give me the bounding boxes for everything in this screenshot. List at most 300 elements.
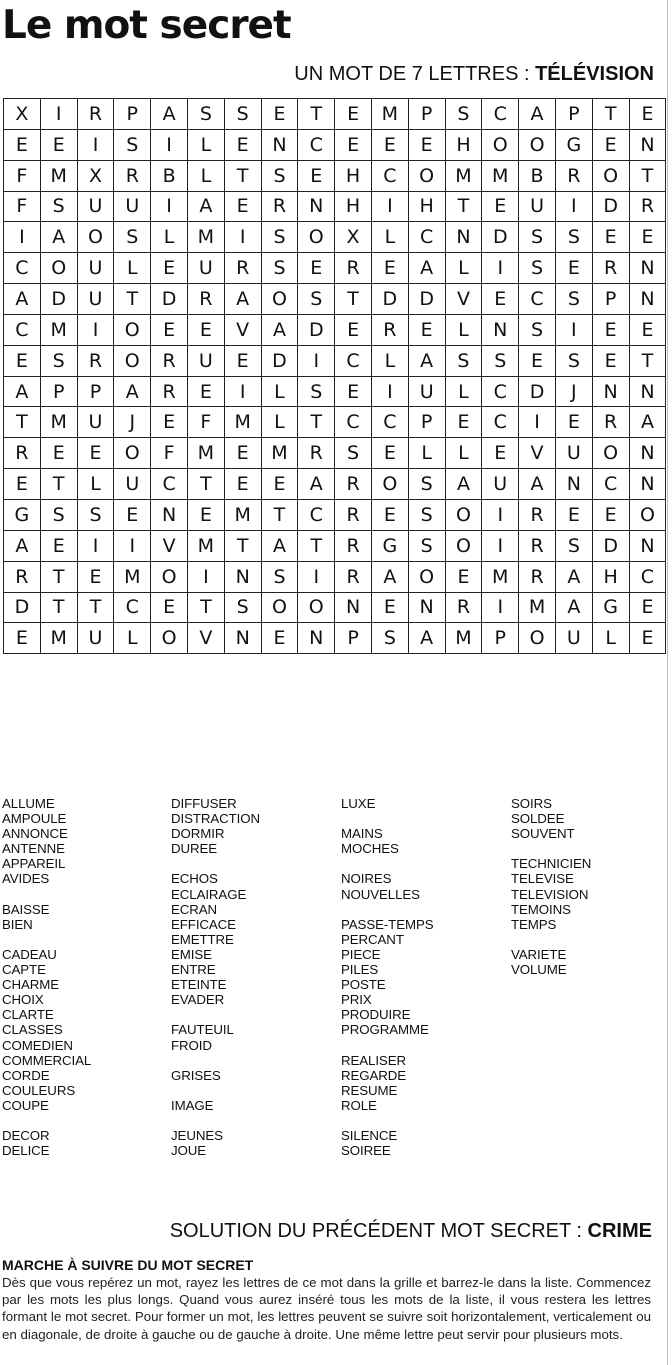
word-item: COUPE — [2, 1097, 49, 1113]
grid-cell: N — [630, 531, 667, 562]
word-spacer — [511, 932, 672, 947]
grid-cell: O — [262, 593, 299, 624]
word-item: COMMERCIAL — [2, 1052, 92, 1068]
grid-cell: E — [593, 346, 630, 377]
grid-cell: D — [4, 593, 41, 624]
grid-cell: I — [556, 192, 593, 223]
word-item: MOCHES — [341, 841, 399, 857]
grid-cell: N — [151, 500, 188, 531]
word-spacer — [171, 1083, 339, 1098]
grid-cell: U — [78, 284, 115, 315]
grid-cell: P — [41, 377, 78, 408]
grid-cell: R — [4, 562, 41, 593]
grid-cell: N — [630, 377, 667, 408]
grid-cell: E — [188, 377, 225, 408]
grid-cell: B — [519, 161, 556, 192]
word-item: FROID — [171, 1037, 212, 1053]
grid-cell: N — [630, 469, 667, 500]
word-column-4 — [511, 796, 672, 977]
grid-cell: O — [593, 438, 630, 469]
word-spacer — [171, 1007, 339, 1022]
grid-cell: I — [372, 377, 409, 408]
grid-cell: L — [409, 438, 446, 469]
grid-cell: M — [225, 407, 262, 438]
grid-cell: E — [4, 469, 41, 500]
grid-cell: T — [298, 531, 335, 562]
grid-cell: R — [372, 315, 409, 346]
grid-cell: S — [114, 130, 151, 161]
grid-cell: R — [593, 253, 630, 284]
grid-cell: T — [41, 469, 78, 500]
grid-cell: O — [519, 623, 556, 654]
word-item: CORDE — [2, 1067, 50, 1083]
grid-cell: L — [188, 161, 225, 192]
grid-cell: E — [372, 438, 409, 469]
grid-cell: O — [41, 253, 78, 284]
word-item: PILES — [341, 962, 379, 978]
word-item: ANNONCE — [2, 826, 68, 842]
grid-cell: A — [151, 99, 188, 130]
word-spacer — [2, 1113, 170, 1128]
grid-cell: E — [630, 222, 667, 253]
grid-cell: E — [298, 161, 335, 192]
word-item: IMAGE — [171, 1097, 214, 1113]
word-spacer — [341, 1038, 509, 1053]
grid-cell: C — [335, 346, 372, 377]
grid-cell: N — [556, 469, 593, 500]
grid-cell: E — [409, 130, 446, 161]
grid-cell: M — [446, 161, 483, 192]
word-spacer — [171, 1113, 339, 1128]
grid-cell: L — [446, 253, 483, 284]
grid-cell: U — [78, 192, 115, 223]
grid-cell: A — [556, 562, 593, 593]
word-item: AVIDES — [2, 871, 50, 887]
grid-cell: O — [446, 500, 483, 531]
grid-cell: I — [298, 562, 335, 593]
grid-cell: I — [482, 593, 519, 624]
grid-cell: O — [78, 222, 115, 253]
grid-cell: D — [593, 192, 630, 223]
grid-cell: S — [556, 346, 593, 377]
grid-cell: C — [4, 315, 41, 346]
word-column-2 — [171, 796, 339, 1158]
grid-cell: T — [78, 593, 115, 624]
grid-cell: E — [262, 469, 299, 500]
grid-cell: C — [482, 99, 519, 130]
grid-cell: S — [225, 593, 262, 624]
grid-cell: R — [188, 284, 225, 315]
grid-cell: N — [630, 253, 667, 284]
word-item: EVADER — [171, 992, 225, 1008]
grid-cell: E — [225, 469, 262, 500]
word-item: SOLDEE — [511, 811, 565, 827]
word-item: CLASSES — [2, 1022, 63, 1038]
grid-cell: U — [114, 469, 151, 500]
word-item: TEMOINS — [511, 901, 571, 917]
grid-cell: E — [188, 500, 225, 531]
grid-cell: I — [114, 531, 151, 562]
word-item: EFFICACE — [171, 916, 236, 932]
grid-cell: J — [556, 377, 593, 408]
grid-cell: G — [556, 130, 593, 161]
grid-cell: E — [519, 346, 556, 377]
word-item: VOLUME — [511, 962, 567, 978]
grid-cell: U — [556, 438, 593, 469]
word-item: ENTRE — [171, 962, 216, 978]
grid-cell: T — [593, 99, 630, 130]
grid-cell: E — [482, 284, 519, 315]
grid-cell: X — [335, 222, 372, 253]
grid-cell: P — [409, 99, 446, 130]
grid-cell: I — [519, 407, 556, 438]
grid-cell: E — [372, 130, 409, 161]
grid-cell: R — [225, 253, 262, 284]
grid-cell: G — [372, 531, 409, 562]
grid-cell: A — [4, 531, 41, 562]
grid-cell: U — [519, 192, 556, 223]
grid-cell: X — [78, 161, 115, 192]
grid-cell: T — [114, 284, 151, 315]
word-item: BIEN — [2, 916, 33, 932]
grid-cell: S — [519, 315, 556, 346]
grid-cell: O — [151, 562, 188, 593]
word-item: AMPOULE — [2, 811, 67, 827]
grid-cell: S — [556, 222, 593, 253]
grid-cell: S — [41, 500, 78, 531]
grid-cell: N — [298, 623, 335, 654]
grid-cell: I — [151, 192, 188, 223]
grid-cell: T — [41, 562, 78, 593]
grid-cell: R — [114, 161, 151, 192]
word-column-1 — [2, 796, 170, 1158]
grid-cell: S — [446, 346, 483, 377]
word-item: EMETTRE — [171, 931, 234, 947]
grid-cell: N — [630, 284, 667, 315]
grid-cell: T — [630, 346, 667, 377]
grid-cell: D — [41, 284, 78, 315]
grid-cell: M — [188, 438, 225, 469]
grid-cell: S — [262, 222, 299, 253]
grid-cell: O — [446, 531, 483, 562]
grid-cell: I — [225, 377, 262, 408]
grid-cell: M — [262, 438, 299, 469]
grid-cell: X — [4, 99, 41, 130]
word-item: POSTE — [341, 977, 386, 993]
grid-cell: V — [519, 438, 556, 469]
grid-cell: T — [298, 99, 335, 130]
word-item: VARIETE — [511, 946, 567, 962]
grid-cell: E — [78, 562, 115, 593]
grid-cell: E — [630, 593, 667, 624]
grid-cell: E — [335, 315, 372, 346]
grid-cell: R — [519, 562, 556, 593]
word-item: EMISE — [171, 946, 212, 962]
grid-cell: T — [630, 161, 667, 192]
grid-cell: R — [335, 253, 372, 284]
grid-cell: U — [78, 253, 115, 284]
grid-cell: S — [188, 99, 225, 130]
grid-cell: E — [446, 562, 483, 593]
grid-cell: E — [151, 253, 188, 284]
grid-cell: T — [188, 593, 225, 624]
grid-cell: I — [482, 500, 519, 531]
word-item: MAINS — [341, 826, 383, 842]
grid-cell: B — [151, 161, 188, 192]
grid-cell: A — [519, 469, 556, 500]
grid-cell: P — [593, 284, 630, 315]
word-item: CAPTE — [2, 962, 46, 978]
grid-cell: S — [556, 531, 593, 562]
solution-answer: CRIME — [587, 1220, 652, 1242]
grid-cell: I — [225, 222, 262, 253]
grid-cell: D — [151, 284, 188, 315]
grid-cell: I — [4, 222, 41, 253]
grid-cell: V — [151, 531, 188, 562]
grid-cell: D — [262, 346, 299, 377]
grid-cell: N — [262, 130, 299, 161]
grid-cell: O — [262, 284, 299, 315]
grid-cell: I — [482, 253, 519, 284]
grid-cell: V — [225, 315, 262, 346]
grid-cell: P — [482, 623, 519, 654]
word-item: ECHOS — [171, 871, 218, 887]
grid-cell: R — [519, 500, 556, 531]
grid-cell: L — [188, 130, 225, 161]
grid-cell: H — [593, 562, 630, 593]
grid-cell: T — [4, 407, 41, 438]
grid-cell: E — [482, 192, 519, 223]
word-spacer — [341, 902, 509, 917]
grid-cell: A — [409, 253, 446, 284]
word-item: DECOR — [2, 1128, 50, 1144]
grid-cell: A — [556, 593, 593, 624]
grid-cell: S — [372, 623, 409, 654]
grid-cell: L — [78, 469, 115, 500]
word-item: COMEDIEN — [2, 1037, 73, 1053]
grid-cell: F — [4, 161, 41, 192]
grid-cell: I — [78, 315, 115, 346]
grid-cell: I — [78, 130, 115, 161]
grid-cell: E — [630, 623, 667, 654]
grid-cell: E — [78, 438, 115, 469]
word-item: ECRAN — [171, 901, 218, 917]
grid-cell: O — [151, 623, 188, 654]
grid-cell: L — [114, 253, 151, 284]
grid-cell: A — [262, 315, 299, 346]
word-item: TELEVISE — [511, 871, 574, 887]
grid-cell: M — [482, 562, 519, 593]
grid-cell: S — [41, 346, 78, 377]
grid-cell: O — [298, 222, 335, 253]
grid-cell: C — [372, 407, 409, 438]
grid-cell: E — [335, 377, 372, 408]
grid-cell: N — [482, 315, 519, 346]
grid-cell: M — [41, 315, 78, 346]
grid-cell: E — [335, 99, 372, 130]
grid-cell: S — [519, 222, 556, 253]
grid-cell: C — [114, 593, 151, 624]
grid-cell: N — [630, 130, 667, 161]
grid-cell: E — [225, 192, 262, 223]
word-item: DIFFUSER — [171, 796, 237, 811]
word-item: PERCANT — [341, 931, 404, 947]
grid-cell: R — [78, 346, 115, 377]
word-spacer — [341, 811, 509, 826]
word-item: JOUE — [171, 1143, 207, 1159]
grid-cell: P — [409, 407, 446, 438]
instructions-title: MARCHE À SUIVRE DU MOT SECRET — [2, 1257, 254, 1273]
grid-cell: A — [519, 99, 556, 130]
grid-cell: A — [4, 284, 41, 315]
grid-cell: E — [482, 438, 519, 469]
grid-cell: N — [409, 593, 446, 624]
grid-cell: M — [519, 593, 556, 624]
grid-cell: C — [519, 284, 556, 315]
grid-cell: A — [41, 222, 78, 253]
grid-cell: O — [372, 469, 409, 500]
word-spacer — [2, 887, 170, 902]
grid-cell: E — [151, 407, 188, 438]
grid-cell: C — [298, 500, 335, 531]
grid-cell: M — [188, 531, 225, 562]
grid-cell: E — [593, 130, 630, 161]
grid-cell: R — [262, 192, 299, 223]
grid-cell: H — [446, 130, 483, 161]
letter-grid — [3, 98, 666, 654]
grid-cell: L — [372, 346, 409, 377]
word-spacer — [171, 856, 339, 871]
grid-cell: O — [409, 562, 446, 593]
word-item: GRISES — [171, 1067, 221, 1083]
grid-cell: R — [78, 99, 115, 130]
grid-cell: E — [372, 500, 409, 531]
grid-cell: O — [298, 593, 335, 624]
grid-cell: E — [630, 99, 667, 130]
grid-cell: N — [298, 192, 335, 223]
grid-cell: R — [519, 531, 556, 562]
word-item: CADEAU — [2, 946, 57, 962]
word-item: COULEURS — [2, 1082, 76, 1098]
word-item: DORMIR — [171, 826, 225, 842]
grid-cell: S — [262, 161, 299, 192]
grid-cell: M — [446, 623, 483, 654]
grid-cell: E — [41, 531, 78, 562]
grid-cell: R — [335, 500, 372, 531]
grid-cell: V — [446, 284, 483, 315]
grid-cell: P — [556, 99, 593, 130]
word-item: APPAREIL — [2, 856, 66, 872]
grid-cell: D — [372, 284, 409, 315]
grid-cell: C — [630, 562, 667, 593]
grid-cell: R — [446, 593, 483, 624]
grid-cell: R — [556, 161, 593, 192]
grid-cell: F — [4, 192, 41, 223]
grid-cell: O — [630, 500, 667, 531]
grid-cell: E — [262, 623, 299, 654]
word-list — [0, 796, 672, 1166]
grid-cell: S — [446, 99, 483, 130]
grid-cell: I — [298, 346, 335, 377]
grid-cell: R — [335, 531, 372, 562]
grid-cell: L — [446, 438, 483, 469]
grid-cell: C — [482, 407, 519, 438]
grid-cell: T — [225, 531, 262, 562]
grid-cell: S — [41, 192, 78, 223]
grid-cell: G — [4, 500, 41, 531]
grid-cell: O — [482, 130, 519, 161]
word-item: PRIX — [341, 992, 372, 1008]
grid-cell: N — [225, 562, 262, 593]
word-item: DELICE — [2, 1143, 50, 1159]
grid-cell: N — [335, 593, 372, 624]
grid-cell: P — [114, 99, 151, 130]
grid-cell: E — [151, 315, 188, 346]
word-item: SOUVENT — [511, 826, 575, 842]
grid-cell: U — [188, 346, 225, 377]
grid-cell: A — [409, 623, 446, 654]
grid-cell: O — [519, 130, 556, 161]
word-spacer — [2, 932, 170, 947]
grid-cell: M — [41, 161, 78, 192]
grid-cell: E — [446, 407, 483, 438]
grid-cell: U — [114, 192, 151, 223]
grid-cell: A — [225, 284, 262, 315]
grid-cell: S — [409, 531, 446, 562]
grid-cell: E — [225, 346, 262, 377]
grid-cell: E — [593, 500, 630, 531]
grid-cell: E — [188, 315, 225, 346]
grid-cell: M — [372, 99, 409, 130]
grid-cell: S — [225, 99, 262, 130]
grid-cell: S — [78, 500, 115, 531]
hint-theme: TÉLÉVISION — [535, 63, 654, 85]
word-item: SILENCE — [341, 1128, 398, 1144]
grid-cell: T — [41, 593, 78, 624]
grid-cell: C — [298, 130, 335, 161]
grid-cell: R — [593, 407, 630, 438]
grid-cell: U — [188, 253, 225, 284]
grid-cell: A — [372, 562, 409, 593]
grid-cell: S — [409, 469, 446, 500]
word-item: PRODUIRE — [341, 1007, 411, 1023]
grid-cell: S — [262, 562, 299, 593]
grid-cell: O — [114, 315, 151, 346]
grid-cell: G — [593, 593, 630, 624]
word-item: CLARTE — [2, 1007, 54, 1023]
grid-cell: I — [556, 315, 593, 346]
grid-cell: M — [482, 161, 519, 192]
grid-cell: R — [335, 469, 372, 500]
grid-cell: E — [372, 253, 409, 284]
grid-cell: N — [225, 623, 262, 654]
grid-cell: E — [262, 99, 299, 130]
grid-cell: S — [262, 253, 299, 284]
grid-cell: C — [372, 161, 409, 192]
grid-cell: P — [335, 623, 372, 654]
word-item: TELEVISION — [511, 886, 589, 902]
word-item: SOIREE — [341, 1143, 391, 1159]
grid-cell: I — [41, 99, 78, 130]
grid-cell: M — [225, 500, 262, 531]
word-item: JEUNES — [171, 1128, 223, 1144]
word-item: ECLAIRAGE — [171, 886, 247, 902]
word-item: SOIRS — [511, 796, 552, 811]
word-item: CHOIX — [2, 992, 44, 1008]
grid-cell: T — [446, 192, 483, 223]
word-spacer — [341, 856, 509, 871]
grid-cell: D — [298, 315, 335, 346]
